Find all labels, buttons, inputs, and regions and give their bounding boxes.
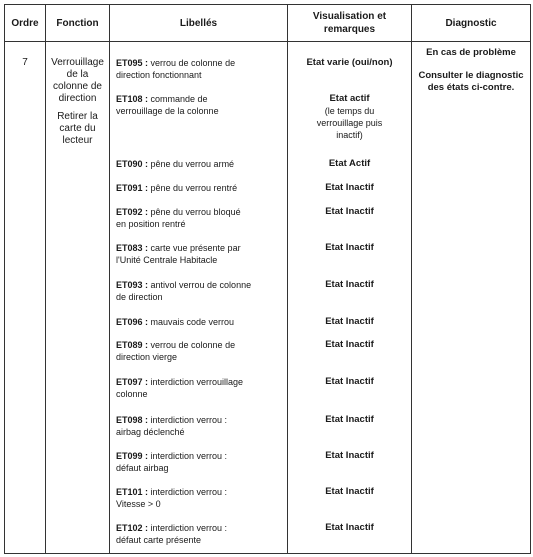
- visu-entry: [288, 414, 411, 426]
- diagnostic-table: [4, 4, 531, 554]
- state-text: Etat Inactif: [325, 522, 374, 533]
- libelle-entry: [110, 376, 287, 400]
- state-text: Etat Inactif: [325, 339, 374, 350]
- libelle-entry: [110, 242, 287, 266]
- libelle-text: carte vue présente par: [148, 243, 241, 253]
- diagnostic-line: des états ci-contre.: [427, 82, 515, 93]
- table-row: [5, 42, 531, 554]
- ordre-cell: 7: [5, 42, 46, 554]
- state-text: Etat Inactif: [325, 376, 374, 387]
- libelle-text: l'Unité Centrale Habitacle: [116, 255, 218, 265]
- libelle-code: ET098 :: [116, 415, 149, 425]
- visu-entry: [288, 450, 411, 462]
- state-note: verrouillage puis: [316, 118, 383, 128]
- libelle-entry: [110, 206, 287, 230]
- state-text: Etat Inactif: [325, 182, 374, 193]
- libelle-text: mauvais code verrou: [148, 317, 235, 327]
- state-text: Etat actif: [329, 93, 370, 104]
- libelle-text: pêne du verrou rentré: [148, 183, 238, 193]
- libelle-text: interdiction verrou :: [148, 415, 228, 425]
- libelle-entry: [110, 414, 287, 438]
- fonction-block-2: [46, 111, 109, 147]
- fonction-line: carte du: [59, 123, 96, 134]
- diagnostic-line: En cas de problème: [426, 47, 516, 58]
- diagnostic-cell: [412, 42, 531, 554]
- libelle-entry: [110, 339, 287, 363]
- visu-entry: [288, 279, 411, 291]
- libelle-code: ET097 :: [116, 377, 149, 387]
- state-text: Etat Inactif: [325, 450, 374, 461]
- libelle-text: interdiction verrou :: [148, 487, 228, 497]
- fonction-line: lecteur: [62, 135, 93, 146]
- libelle-text: airbag déclenché: [116, 427, 185, 437]
- libelle-entry: [110, 486, 287, 510]
- header-diagnostic: Diagnostic: [412, 5, 531, 42]
- libelle-code: ET083 :: [116, 243, 149, 253]
- fonction-line: de la: [66, 69, 89, 80]
- state-text: Etat Inactif: [325, 279, 374, 290]
- header-fonction: Fonction: [46, 5, 110, 42]
- libelle-text: interdiction verrou :: [148, 451, 228, 461]
- libelle-code: ET090 :: [116, 159, 149, 169]
- libelle-text: interdiction verrouillage: [148, 377, 244, 387]
- libelle-entry: [110, 279, 287, 303]
- table-header-row: [5, 5, 531, 42]
- state-text: Etat Inactif: [325, 486, 374, 497]
- state-text: Etat Inactif: [325, 316, 374, 327]
- fonction-line: Verrouillage: [51, 57, 104, 68]
- libelle-code: ET092 :: [116, 207, 149, 217]
- libelle-text: Vitesse > 0: [116, 499, 161, 509]
- libelle-text: verrou de colonne de: [148, 340, 236, 350]
- visualisation-cell: [288, 42, 412, 554]
- libelle-entry: [110, 158, 287, 170]
- visu-entry: [288, 57, 411, 69]
- state-text: Etat Inactif: [325, 242, 374, 253]
- libelle-text: de direction: [116, 292, 163, 302]
- header-visualisation-line1: Visualisation et: [312, 11, 387, 22]
- libelle-text: défaut airbag: [116, 463, 169, 473]
- libelle-text: direction vierge: [116, 352, 178, 362]
- libelle-code: ET108 :: [116, 94, 149, 104]
- state-note: (le temps du: [324, 106, 375, 116]
- libelle-text: en position rentré: [116, 219, 186, 229]
- libelle-entry: [110, 522, 287, 546]
- libelle-text: commande de: [148, 94, 208, 104]
- libelle-code: ET095 :: [116, 58, 149, 68]
- diagnostic-line: Consulter le diagnostic: [418, 70, 524, 81]
- libelle-code: ET096 :: [116, 317, 149, 327]
- visu-entry: [288, 93, 411, 141]
- libelle-code: ET099 :: [116, 451, 149, 461]
- visu-entry: [288, 242, 411, 254]
- state-text: Etat varie (oui/non): [306, 57, 393, 68]
- libelle-text: verrouillage de la colonne: [116, 106, 219, 116]
- visu-entry: [288, 316, 411, 328]
- state-text: Etat Actif: [328, 158, 371, 169]
- header-visualisation-line2: remarques: [323, 24, 376, 35]
- fonction-line: Retirer la: [57, 111, 98, 122]
- visu-entry: [288, 206, 411, 218]
- fonction-block-1: [46, 57, 109, 105]
- libelle-entry: [110, 450, 287, 474]
- libelle-text: interdiction verrou :: [148, 523, 228, 533]
- state-text: Etat Inactif: [325, 206, 374, 217]
- libelle-entry: [110, 316, 287, 328]
- libelle-entry: [110, 57, 287, 81]
- libelle-entry: [110, 182, 287, 194]
- visu-entry: [288, 522, 411, 534]
- fonction-line: colonne de: [53, 81, 102, 92]
- libelle-text: pêne du verrou bloqué: [148, 207, 241, 217]
- fonction-line: direction: [58, 93, 97, 104]
- libelle-code: ET102 :: [116, 523, 149, 533]
- visu-entry: [288, 376, 411, 388]
- diagnostic-table-container: [4, 4, 530, 554]
- libelle-text: pêne du verrou armé: [148, 159, 235, 169]
- visu-entry: [288, 339, 411, 351]
- visu-entry: [288, 182, 411, 194]
- header-ordre: Ordre: [5, 5, 46, 42]
- visu-entry: [288, 486, 411, 498]
- state-note: inactif): [336, 130, 363, 140]
- fonction-cell: [46, 42, 110, 554]
- libelles-cell: [110, 42, 288, 554]
- libelle-text: antivol verrou de colonne: [148, 280, 252, 290]
- header-visualisation: [288, 5, 412, 42]
- libelle-code: ET091 :: [116, 183, 149, 193]
- libelle-code: ET089 :: [116, 340, 149, 350]
- header-libelles: Libellés: [110, 5, 288, 42]
- libelle-text: verrou de colonne de: [148, 58, 236, 68]
- libelle-text: direction fonctionnant: [116, 70, 202, 80]
- state-text: Etat Inactif: [325, 414, 374, 425]
- libelle-text: colonne: [116, 389, 148, 399]
- visu-entry: [288, 158, 411, 170]
- libelle-entry: [110, 93, 287, 117]
- libelle-text: défaut carte présente: [116, 535, 202, 545]
- libelle-code: ET101 :: [116, 487, 149, 497]
- libelle-code: ET093 :: [116, 280, 149, 290]
